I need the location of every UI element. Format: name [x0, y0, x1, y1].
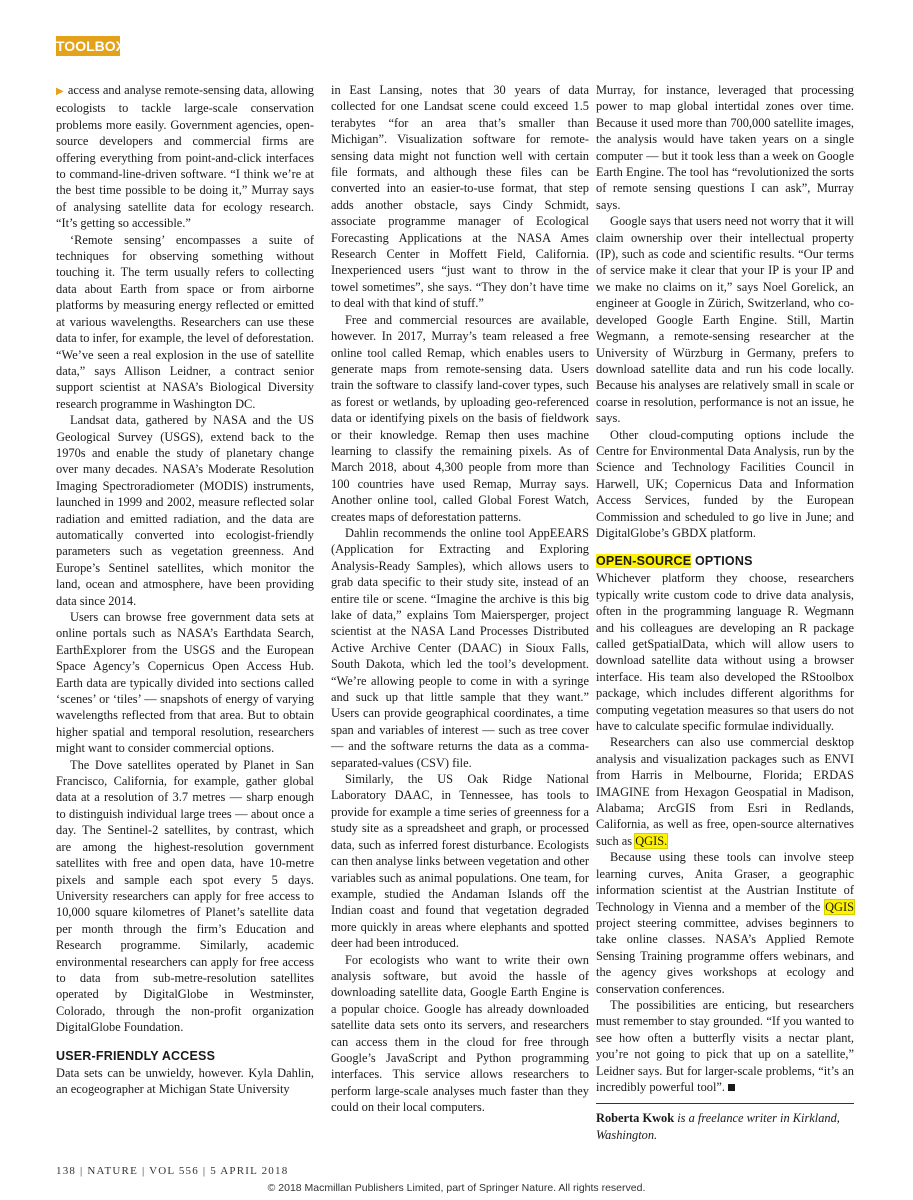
paragraph: Whichever platform they choose, researchers typically write custom code to drive data analysis, often in the programming language R. Wegmann and his colleagues are developing an R package called getSpatialData, which will allow users to download satellite data without using a browser interface. His team also developed the RStoolbox package, which includes different algorithms for computing vegetation measures so that users do not have to calculate specific formulae individually.	[596, 571, 854, 734]
highlighted-text-qgis: QGIS	[825, 899, 854, 914]
end-of-article-mark-icon	[728, 1084, 735, 1091]
paragraph-text: access and analyse remote-sensing data, allowing ecologists to tackle large-scale conservation problems more easily. Government agencies, open-source developers and commercial firms are offering everything from point-and-click interfaces to command-line-driven software. “I think we’re at the best time possible to be doing it,” Murray says of analysing satellite data for ecology research. “It’s getting so accessible.”	[56, 83, 314, 231]
paragraph: Similarly, the US Oak Ridge National Laboratory DAAC, in Tennessee, has tools to provide for example a time series of greenness for a study site as a spreadsheet and graph, or processed data, such as inferred forest disturbance. Ecologists can then analyse links between vegetation and other variables such as animal populations. One team, for example, studied the Andaman Islands off the Indian coast and found that vegetation degraded more quickly in areas where elephants and spotted deer had been introduced.	[331, 772, 589, 951]
continuation-triangle-icon: ▶	[56, 86, 64, 97]
column-3	[596, 82, 854, 1143]
paragraph: The Dove satellites operated by Planet in San Francisco, California, for example, gather global data at a resolution of 3.7 metres — sharp enough to distinguish individual large trees — about once a day. The Sentinel-2 satellites, by contrast, which are among the highest-resolution government satellites with free and open data, have 10-metre pixels and sample each spot every 5 days. University researchers can apply for free access to 10,000 square kilometres of Planet’s satellite data per month through the firm’s Education and Research programme. Similarly, academic environmental researchers can apply for free access to data from sub-metre-resolution satellites operated by DigitalGlobe in Westminster, Colorado, through the non-profit organization DigitalGlobe Foundation.	[56, 757, 314, 1035]
paragraph: Landsat data, gathered by NASA and the US Geological Survey (USGS), extend back to the 1970s and enable the study of planetary change over many decades. NASA’s Moderate Resolution Imaging Spectroradiometer (MODIS) instruments, launched in 1999 and 2002, measure reflected solar radiation and emitted radiation, and the data are automatically converted into ecologist-friendly parameters such as vegetation greenness. And Europe’s Sentinel satellites, which monitor the land, ocean and atmosphere, have been providing data since 2014.	[56, 413, 314, 608]
paragraph: Dahlin recommends the online tool AppEEARS (Application for Extracting and Exploring Analysis-Ready Samples), which allows users to grab data specific to their study site, instead of an entire tile or scene. “Imagine the archive is this big lake of data,” explains Tom Maiersperger, project scientist at the NASA Land Processes Distributed Active Archive Center (DAAC) in Sioux Falls, South Dakota, which led the tool’s development. “We’re allowing people to come in with a syringe and suck up that little sample that they want.” Users can provide geographical coordinates, a time span and variables of interest — such as tree cover — and the software returns the data as a comma-separated-values (CSV) file.	[331, 525, 589, 770]
highlighted-text: OPEN-SOURCE	[596, 554, 692, 569]
author-bio	[596, 1103, 854, 1143]
subheading-text: OPTIONS	[691, 554, 753, 569]
section-tag: TOOLBOX	[56, 38, 125, 54]
paragraph-text: Researchers can also use commercial desktop analysis and visualization packages such as ENVI from Harris in Melbourne, Florida; ERDAS IMAGINE from Hexagon Geospatial in Madison, Alabama; ArcGIS from Esri in Redlands, California, as well as free, open-source alternatives such as	[596, 735, 854, 848]
paragraph: Free and commercial resources are available, however. In 2017, Murray’s team released a free online tool called Remap, which enables users to generate maps from remote-sensing data. Users train the software to classify land-cover types, such as forest or wetlands, by uploading geo-referenced data or identifying pixels on the basis of fieldwork or their knowledge. Remap then uses machine learning to classify the remaining pixels. As of March 2018, about 4,300 people from more than 100 countries have used Remap, Murray says. Another online tool, called Global Forest Watch, creates maps of deforestation patterns.	[331, 312, 589, 524]
paragraph: Murray, for instance, leveraged that processing power to map global intertidal zones over time. Because it used more than 700,000 satellite images, the analysis would have taken years on a single computer — but it took less than a week on Google Earth Engine. The tool has “revolutionized the sorts of remote sensing questions I can ask”, Murray says.	[596, 83, 854, 212]
column-1	[56, 82, 314, 1097]
paragraph	[56, 82, 314, 232]
paragraph: Data sets can be unwieldy, however. Kyla Dahlin, an ecogeographer at Michigan State University	[56, 1065, 314, 1096]
paragraph	[596, 734, 854, 849]
paragraph: Google says that users need not worry that it will claim ownership over their intellectual property (IP), such as code and scientific results. “Our terms of service make it clear that your IP is your IP and we make no claims on it,” says Noel Gorelick, an engineer at Google in Zürich, Switzerland, who co-developed Google Earth Engine. Still, Martin Wegmann, a remote-sensing researcher at the University of Würzburg in Germany, prefers to download satellite data and run his code locally. Because his analyses are relatively small in scale or coarse in resolution, performance is not an issue, he says.	[596, 214, 854, 426]
paragraph: For ecologists who want to write their own analysis software, but avoid the hassle of downloading satellite data, Google Earth Engine is a popular choice. Google has already downloaded satellite data sets onto its servers, and researchers can access them in the cloud for free through Google’s JavaScript and Python programming interfaces. This service allows researchers to perform large-scale analyses much faster than they could on their local computers.	[331, 952, 589, 1115]
paragraph: Users can browse free government data sets at online portals such as NASA’s Earthdata Search, EarthExplorer from the USGS and the European Space Agency’s Copernicus Open Access Hub. Earth data are typically divided into sections called ‘scenes’ or ‘tiles’ — snapshots of energy of varying wavelengths reflected from that area. But to obtain higher spatial and temporal resolution, researchers might want to consider commercial options.	[56, 610, 314, 756]
paragraph: in East Lansing, notes that 30 years of data collected for one Landsat scene could exceed 1.5 terabytes “for an area that’s smaller than Michigan”. Visualization software for remote-sensing data might not function well with certain file formats, and although these files can be converted into an easier-to-use format, that step adds another obstacle, says Cindy Schmidt, associate programme manager of Ecological Forecasting Applications at the NASA Ames Research Center in Moffett Field, California. Inexperienced users “just want to throw in the towel sometimes”, she says. “They don’t have time to deal with that kind of stuff.”	[331, 83, 589, 311]
author-description: is a freelance writer in Kirkland, Washington.	[596, 1111, 840, 1142]
copyright-notice: © 2018 Macmillan Publishers Limited, part of Springer Nature. All rights reserved.	[267, 1182, 646, 1194]
author-name: Roberta Kwok	[596, 1111, 675, 1126]
page-folio: 138 | NATURE | VOL 556 | 5 APRIL 2018	[56, 1165, 289, 1177]
paragraph-text: project steering committee, advises beginners to take online classes. NASA’s Applied Remote Sensing Training programme offers webinars, and the agency gives workshops at ecology and conservation conferences.	[596, 915, 854, 996]
paragraph: Other cloud-computing options include the Centre for Environmental Data Analysis, run by the Science and Technology Facilities Council in Harwell, UK; Copernicus Data and Information Access Services, funded by the European Commission and scheduled to go live in June; and DigitalGlobe’s GBDX platform.	[596, 427, 854, 540]
paragraph	[596, 997, 854, 1095]
paragraph	[596, 849, 854, 997]
highlighted-text-qgis: QGIS.	[635, 833, 668, 848]
paragraph: ‘Remote sensing’ encompasses a suite of techniques for observing something without touching it. The term usually refers to collecting data about Earth from space or from airborne platforms by measuring energy reflected or emitted at various wavelengths. Researchers can use these data to infer, for example, the level of deforestation. “We’ve seen a real explosion in the use of satellite data,” says Allison Leidner, a contract senior support scientist at NASA’s Biological Diversity research programme in Washington DC.	[56, 232, 314, 411]
paragraph-text: The possibilities are enticing, but researchers must remember to stay grounded. “If you wanted to see how often a butterfly visits a nectar plant, you’re not going to pick that up on a satellite,” Leidner says. But for larger-scale problems, “it’s an incredibly powerful tool”.	[596, 997, 854, 1094]
subheading-open-source-options	[596, 553, 854, 569]
paragraph-text: Because using these tools can involve steep learning curves, Anita Graser, a geographic information scientist at the Austrian Institute of Technology in Vienna and a member of the	[596, 850, 854, 914]
column-2	[331, 82, 589, 1116]
subheading-user-friendly-access: USER-FRIENDLY ACCESS	[56, 1048, 216, 1063]
